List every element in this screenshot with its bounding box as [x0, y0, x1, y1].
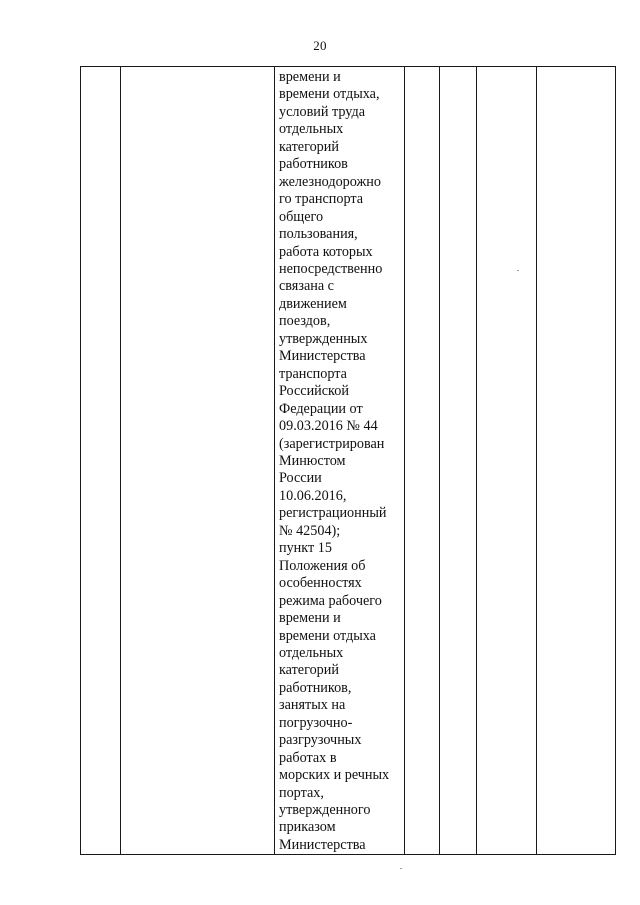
regulation-text — [279, 69, 402, 854]
scan-speck — [517, 270, 519, 271]
table-row — [81, 67, 616, 855]
regulation-text-line: го транспорта — [279, 191, 364, 208]
regulation-text-line: работников — [279, 156, 348, 173]
scan-speck — [400, 868, 402, 869]
regulation-text-line: (зарегистрирован — [279, 435, 385, 452]
cell-not-applicable — [477, 67, 537, 855]
regulation-text-line: пользования, — [279, 226, 358, 243]
regulation-text-line: морских и речных — [279, 767, 390, 784]
regulation-text-line: Федерации от — [279, 400, 363, 417]
regulation-text-line: работа которых — [279, 243, 373, 260]
regulation-text-line: России — [279, 470, 322, 487]
cell-requirement — [121, 67, 275, 855]
regulation-text-line: 10.06.2016, — [279, 487, 347, 504]
page-number: 20 — [313, 38, 327, 53]
regulation-text-line: Министерства — [279, 348, 366, 365]
regulation-text-line: 09.03.2016 № 44 — [279, 418, 378, 435]
regulation-text-line: времени отдыха — [279, 627, 376, 644]
regulation-text-line: связана с — [279, 278, 334, 295]
regulation-text-line: железнодорожно — [279, 173, 381, 190]
cell-notes — [537, 67, 616, 855]
regulation-text-line: работах в — [279, 749, 337, 766]
regulation-text-line: времени и — [279, 69, 341, 85]
regulation-text-line: Положения об — [279, 557, 366, 574]
regulation-text-line: Министерства — [279, 836, 366, 853]
regulation-text-line: отдельных — [279, 121, 344, 138]
regulation-text-line: утвержденных — [279, 330, 368, 347]
regulation-text-line: № 42504); — [279, 522, 341, 539]
cell-number — [81, 67, 121, 855]
regulation-text-line: погрузочно- — [279, 714, 353, 731]
regulation-text-line: занятых на — [279, 697, 346, 714]
regulation-text-line: движением — [279, 295, 347, 312]
cell-applicability-yes — [405, 67, 440, 855]
regulation-text-line: поездов, — [279, 313, 331, 330]
regulation-text-line: времени отдыха, — [279, 86, 380, 103]
regulation-text-line: пункт 15 — [279, 540, 332, 557]
requirements-table — [80, 66, 616, 855]
regulation-text-line: разгрузочных — [279, 732, 362, 749]
regulation-text-line: Российской — [279, 383, 349, 400]
regulation-text-line: приказом — [279, 819, 336, 836]
regulation-text-line: режима рабочего — [279, 592, 382, 609]
regulation-text-line: общего — [279, 208, 324, 225]
regulation-text-line: условий труда — [279, 103, 365, 120]
regulation-text-line: особенностях — [279, 575, 362, 592]
regulation-text-line: транспорта — [279, 365, 347, 382]
cell-applicability-no — [440, 67, 477, 855]
regulation-text-line: утвержденного — [279, 802, 371, 819]
regulation-text-line: категорий — [279, 662, 339, 679]
regulation-text-line: регистрационный — [279, 505, 387, 522]
regulation-text-line: работников, — [279, 679, 352, 696]
regulation-text-line: времени и — [279, 610, 341, 627]
cell-regulation-reference — [275, 67, 405, 855]
regulation-text-line: портах, — [279, 784, 324, 801]
regulation-text-line: категорий — [279, 138, 339, 155]
regulation-text-line: отдельных — [279, 644, 344, 661]
regulation-text-line: непосредственно — [279, 260, 383, 277]
regulation-text-line: Минюстом — [279, 452, 346, 469]
